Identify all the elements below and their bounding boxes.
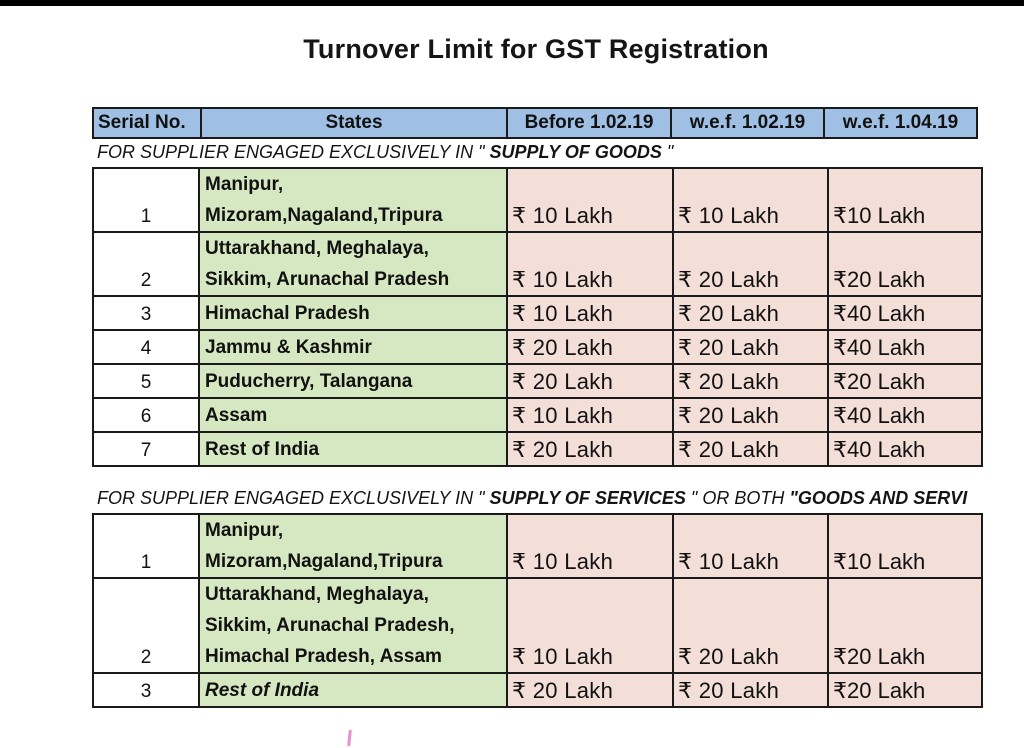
table-row xyxy=(93,232,982,296)
services-note-emphasis-2: "GOODS AND SERVI xyxy=(789,488,968,508)
state-line: Uttarakhand, Meghalaya, xyxy=(205,238,429,259)
before-feb-cell: ₹ 20 Lakh xyxy=(507,330,673,364)
wef-apr-cell: ₹20 Lakh xyxy=(828,232,982,296)
state-line: Jammu & Kashmir xyxy=(205,337,372,358)
state-line: Sikkim, Arunachal Pradesh xyxy=(205,269,450,290)
serial-cell: 4 xyxy=(93,330,199,364)
goods-note-suffix: " xyxy=(661,142,674,162)
wef-apr-cell: ₹40 Lakh xyxy=(828,432,982,466)
wef-feb-cell: ₹ 20 Lakh xyxy=(673,398,828,432)
services-section-note xyxy=(97,488,967,509)
table-row xyxy=(93,432,982,466)
wef-apr-cell: ₹20 Lakh xyxy=(828,673,982,707)
table-row xyxy=(93,578,982,673)
table-row xyxy=(93,514,982,578)
state-cell xyxy=(199,232,507,296)
wef-feb-cell: ₹ 20 Lakh xyxy=(673,364,828,398)
top-edge-bar xyxy=(0,0,1024,6)
table-row xyxy=(93,330,982,364)
state-line: Rest of India xyxy=(205,439,320,460)
wef-apr-cell: ₹40 Lakh xyxy=(828,296,982,330)
header-serial-no: Serial No. xyxy=(93,108,201,138)
wef-feb-cell: ₹ 10 Lakh xyxy=(673,168,828,232)
wef-feb-cell: ₹ 20 Lakh xyxy=(673,330,828,364)
state-line: Mizoram,Nagaland,Tripura xyxy=(205,205,443,226)
wef-apr-cell: ₹10 Lakh xyxy=(828,514,982,578)
state-cell xyxy=(199,398,507,432)
state-cell xyxy=(199,578,507,673)
state-line: Sikkim, Arunachal Pradesh, xyxy=(205,615,455,636)
state-line: Himachal Pradesh xyxy=(205,303,370,324)
goods-table xyxy=(92,167,983,467)
state-cell xyxy=(199,673,507,707)
pink-pen-mark xyxy=(347,730,352,746)
state-cell xyxy=(199,296,507,330)
serial-cell: 1 xyxy=(93,514,199,578)
header-wef-apr: w.e.f. 1.04.19 xyxy=(824,108,977,138)
serial-cell: 3 xyxy=(93,673,199,707)
services-note-emphasis: SUPPLY OF SERVICES xyxy=(489,488,686,508)
before-feb-cell: ₹ 10 Lakh xyxy=(507,514,673,578)
wef-feb-cell: ₹ 20 Lakh xyxy=(673,432,828,466)
wef-feb-cell: ₹ 20 Lakh xyxy=(673,232,828,296)
goods-note-prefix: FOR SUPPLIER ENGAGED EXCLUSIVELY IN " xyxy=(97,142,490,162)
state-line: Mizoram,Nagaland,Tripura xyxy=(205,551,443,572)
services-note-prefix: FOR SUPPLIER ENGAGED EXCLUSIVELY IN " xyxy=(97,488,490,508)
state-line: Puducherry, Talangana xyxy=(205,371,413,392)
table-row xyxy=(93,296,982,330)
before-feb-cell: ₹ 10 Lakh xyxy=(507,398,673,432)
state-cell xyxy=(199,330,507,364)
wef-apr-cell: ₹40 Lakh xyxy=(828,398,982,432)
state-cell xyxy=(199,168,507,232)
table-row xyxy=(93,673,982,707)
header-wef-feb: w.e.f. 1.02.19 xyxy=(671,108,824,138)
wef-feb-cell: ₹ 10 Lakh xyxy=(673,514,828,578)
goods-section-note xyxy=(97,142,673,163)
table-row xyxy=(93,364,982,398)
state-line: Rest of India xyxy=(205,680,320,701)
column-header-row xyxy=(92,107,978,139)
wef-feb-cell: ₹ 20 Lakh xyxy=(673,296,828,330)
goods-note-emphasis: SUPPLY OF GOODS xyxy=(489,142,662,162)
before-feb-cell: ₹ 20 Lakh xyxy=(507,364,673,398)
before-feb-cell: ₹ 20 Lakh xyxy=(507,432,673,466)
before-feb-cell: ₹ 10 Lakh xyxy=(507,578,673,673)
wef-apr-cell: ₹20 Lakh xyxy=(828,578,982,673)
state-line: Uttarakhand, Meghalaya, xyxy=(205,584,429,605)
before-feb-cell: ₹ 10 Lakh xyxy=(507,296,673,330)
state-cell xyxy=(199,514,507,578)
before-feb-cell: ₹ 10 Lakh xyxy=(507,232,673,296)
page-title: Turnover Limit for GST Registration xyxy=(303,34,769,64)
wef-feb-cell: ₹ 20 Lakh xyxy=(673,578,828,673)
wef-feb-cell: ₹ 20 Lakh xyxy=(673,673,828,707)
state-line: Manipur, xyxy=(205,174,284,195)
services-table xyxy=(92,513,983,708)
serial-cell: 3 xyxy=(93,296,199,330)
table-row xyxy=(93,398,982,432)
state-line: Assam xyxy=(205,405,268,426)
state-cell xyxy=(199,432,507,466)
before-feb-cell: ₹ 20 Lakh xyxy=(507,673,673,707)
wef-apr-cell: ₹40 Lakh xyxy=(828,330,982,364)
state-line: Himachal Pradesh, Assam xyxy=(205,646,442,667)
header-before-feb: Before 1.02.19 xyxy=(507,108,671,138)
serial-cell: 7 xyxy=(93,432,199,466)
serial-cell: 2 xyxy=(93,232,199,296)
before-feb-cell: ₹ 10 Lakh xyxy=(507,168,673,232)
serial-cell: 2 xyxy=(93,578,199,673)
table-row xyxy=(93,168,982,232)
wef-apr-cell: ₹10 Lakh xyxy=(828,168,982,232)
state-cell xyxy=(199,364,507,398)
serial-cell: 1 xyxy=(93,168,199,232)
serial-cell: 5 xyxy=(93,364,199,398)
wef-apr-cell: ₹20 Lakh xyxy=(828,364,982,398)
serial-cell: 6 xyxy=(93,398,199,432)
state-line: Manipur, xyxy=(205,520,284,541)
services-note-middle: " OR BOTH xyxy=(685,488,790,508)
header-states: States xyxy=(201,108,507,138)
